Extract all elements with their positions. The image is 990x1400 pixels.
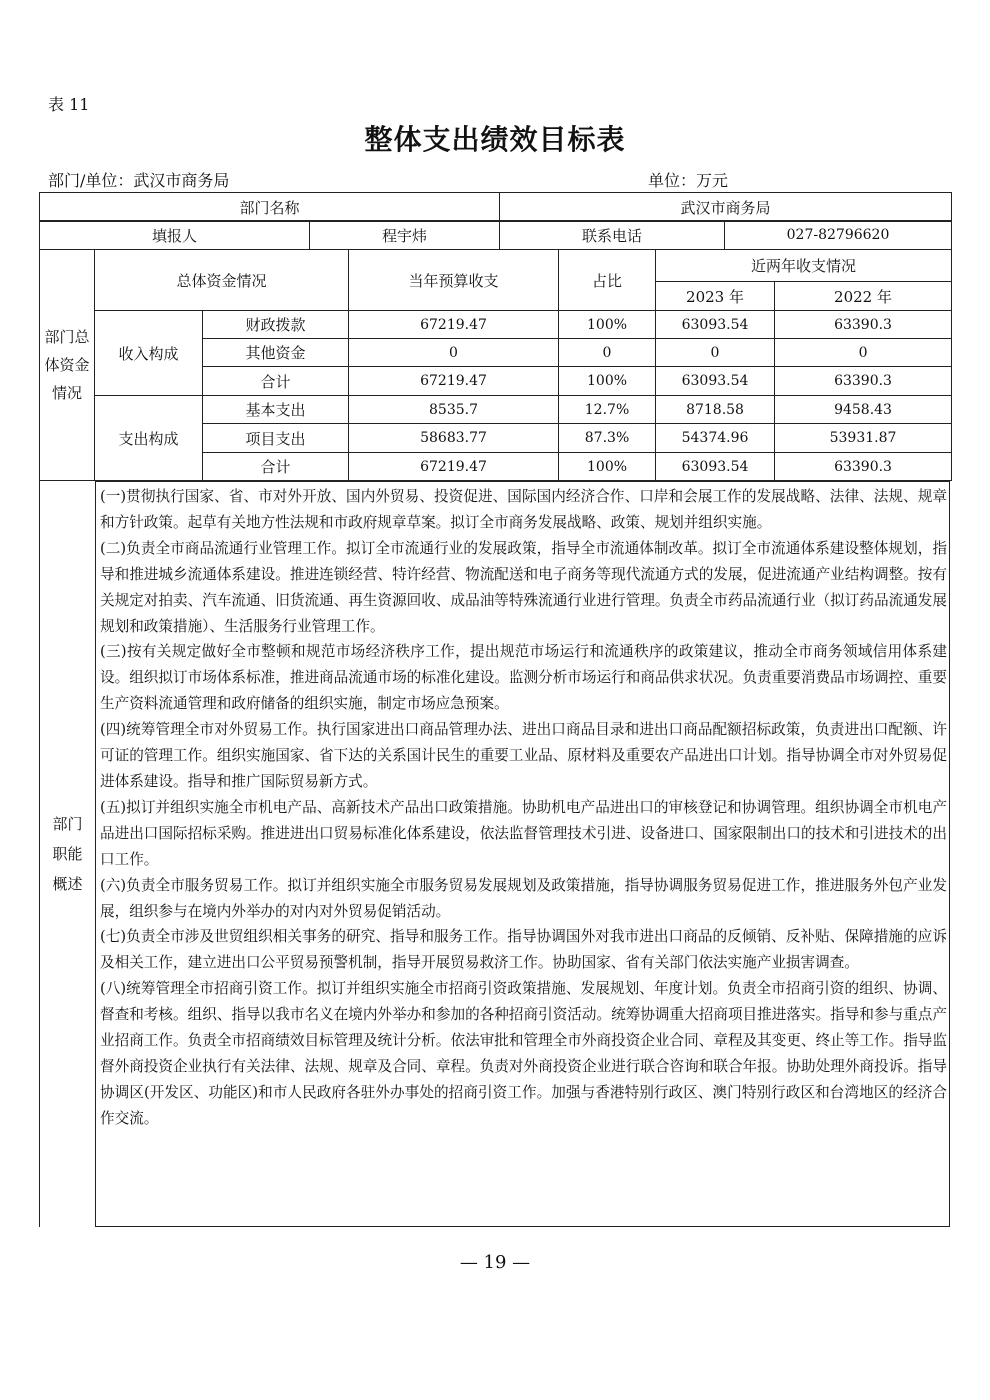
function-paragraph: (二)负责全市商品流通行业管理工作。拟订全市流通行业的发展政策，指导全市流通体制改革。拟订全市流通体系建设整体规划，指导和推进城乡流通体系建设。推进连锁经营、特许经营、物流配送和电子商务等现代流通方式的发展，促进流通产业结构调整。按有关规定对拍卖、汽车流通、旧货流通、再生资源回收、成品油等特殊流通行业进行管理。负责全市药品流通行业（拟订药品流通发展规划和政策措施）、生活服务行业管理工作。: [100, 539, 947, 635]
ratio-header: 占比: [559, 250, 656, 311]
row-name: 财政拨款: [203, 311, 349, 339]
row-2022: 63390.3: [775, 367, 952, 396]
funds-section-label: 部门总体资金情况: [40, 250, 95, 481]
row-2023: 63093.54: [656, 311, 775, 339]
row-name: 合计: [203, 367, 349, 396]
info-table: [39, 192, 952, 222]
expense-label: 支出构成: [95, 396, 203, 481]
row-name: 合计: [203, 453, 349, 481]
row-2023: 63093.54: [656, 367, 775, 396]
row-name: 基本支出: [203, 396, 349, 424]
year-2022-header: 2022 年: [775, 282, 952, 311]
functions-section: [39, 481, 952, 1227]
row-ratio: 12.7%: [559, 396, 656, 424]
row-budget: 67219.47: [349, 311, 559, 339]
row-2022: 0: [775, 339, 952, 367]
row-budget: 8535.7: [349, 396, 559, 424]
function-paragraph: (三)按有关规定做好全市整顿和规范市场经济秩序工作，提出规范市场运行和流通秩序的政策建议，推动全市商务领域信用体系建设。组织拟订市场体系标准，推进商品流通市场的标准化建设。监测分析市场运行和商品供求状况。负责重要消费品市场调控、重要生产资料流通管理和政府储备的组织实施，制定市场应急预案。: [100, 643, 947, 713]
dept-name-label: 部门名称: [40, 193, 500, 222]
row-name: 其他资金: [203, 339, 349, 367]
row-2023: 0: [656, 339, 775, 367]
page-number: — 19 —: [459, 1252, 531, 1273]
function-paragraph: (六)负责全市服务贸易工作。拟订并组织实施全市服务贸易发展规划及政策措施，指导协调服务贸易促进工作，推进服务外包产业发展，组织参与在境内外举办的对内对外贸易促销活动。: [100, 876, 947, 920]
row-ratio: 0: [559, 339, 656, 367]
filler-value: 程宇炜: [310, 221, 500, 250]
row-ratio: 100%: [559, 311, 656, 339]
funds-table: [39, 249, 952, 481]
function-paragraph: (四)统筹管理全市对外贸易工作。执行国家进出口商品管理办法、进出口商品目录和进出口商品配额招标政策，负责进出口配额、许可证的管理工作。组织实施国家、省下达的关系国计民生的重要工业品、原材料及重要农产品进出口计划。指导协调全市对外贸易促进体系建设。指导和推广国际贸易新方式。: [100, 721, 947, 790]
filler-table: [39, 220, 952, 250]
filler-label: 填报人: [40, 221, 310, 250]
row-ratio: 100%: [559, 453, 656, 481]
year-2023-header: 2023 年: [656, 282, 775, 311]
functions-label: [40, 481, 95, 1227]
overall-funds-header: 总体资金情况: [95, 250, 349, 311]
table-number: 表 11: [48, 95, 90, 114]
row-2022: 63390.3: [775, 311, 952, 339]
row-budget: 67219.47: [349, 453, 559, 481]
page-title: 整体支出绩效目标表: [364, 123, 626, 156]
functions-text: [95, 481, 950, 1227]
income-label: 收入构成: [95, 311, 203, 396]
row-name: 项目支出: [203, 424, 349, 453]
function-paragraph: (五)拟订并组织实施全市机电产品、高新技术产品出口政策措施。协助机电产品进出口的审核登记和协调管理。组织协调全市机电产品进出口国际招标采购。推进进出口贸易标准化体系建设，依法监督管理技术引进、设备进口、国家限制出口的技术和引进技术的出口工作。: [100, 798, 947, 868]
row-2023: 54374.96: [656, 424, 775, 453]
row-2022: 53931.87: [775, 424, 952, 453]
recent-years-header: 近两年收支情况: [656, 250, 952, 282]
row-2022: 63390.3: [775, 453, 952, 481]
row-budget: 67219.47: [349, 367, 559, 396]
row-ratio: 87.3%: [559, 424, 656, 453]
dept-name-value: 武汉市商务局: [500, 193, 952, 222]
row-2022: 9458.43: [775, 396, 952, 424]
row-2023: 8718.58: [656, 396, 775, 424]
function-paragraph: (一)贯彻执行国家、省、市对外开放、国内外贸易、投资促进、国际国内经济合作、口岸和会展工作的发展战略、法律、法规、规章和方针政策。起草有关地方性法规和市政府规章草案。拟订全市商务发展战略、政策、规划并组织实施。: [100, 488, 947, 531]
budget-header: 当年预算收支: [349, 250, 559, 311]
row-ratio: 100%: [559, 367, 656, 396]
row-budget: 0: [349, 339, 559, 367]
row-budget: 58683.77: [349, 424, 559, 453]
function-paragraph: (八)统筹管理全市招商引资工作。拟订并组织实施全市招商引资政策措施、发展规划、年度计划。负责全市招商引资的组织、协调、督查和考核。组织、指导以我市名义在境内外举办和参加的各种招商引资活动。统筹协调重大招商项目推进落实。指导和参与重点产业招商工作。负责全市招商绩效目标管理及统计分析。依法审批和管理全市外商投资企业合同、章程及其变更、终止等工作。指导监督外商投资企业执行有关法律、法规、规章及合同、章程。负责对外商投资企业进行联合咨询和联合年报。协助处理外商投诉。指导协调区(开发区、功能区)和市人民政府各驻外办事处的招商引资工作。加强与香港特别行政区、澳门特别行政区和台湾地区的经济合作交流。: [100, 980, 947, 1127]
department-unit: 部门/单位：武汉市商务局: [48, 171, 230, 190]
function-paragraph: (七)负责全市涉及世贸组织相关事务的研究、指导和服务工作。指导协调国外对我市进出口商品的反倾销、反补贴、保障措施的应诉及相关工作，建立进出口公平贸易预警机制，指导开展贸易救济工作。协助国家、省有关部门依法实施产业损害调查。: [100, 928, 947, 972]
row-2023: 63093.54: [656, 453, 775, 481]
currency-unit: 单位：万元: [648, 171, 729, 190]
phone-value: 027-82796620: [725, 221, 952, 250]
phone-label: 联系电话: [500, 221, 725, 250]
functions-label-text: 部门职能概述: [52, 815, 83, 893]
